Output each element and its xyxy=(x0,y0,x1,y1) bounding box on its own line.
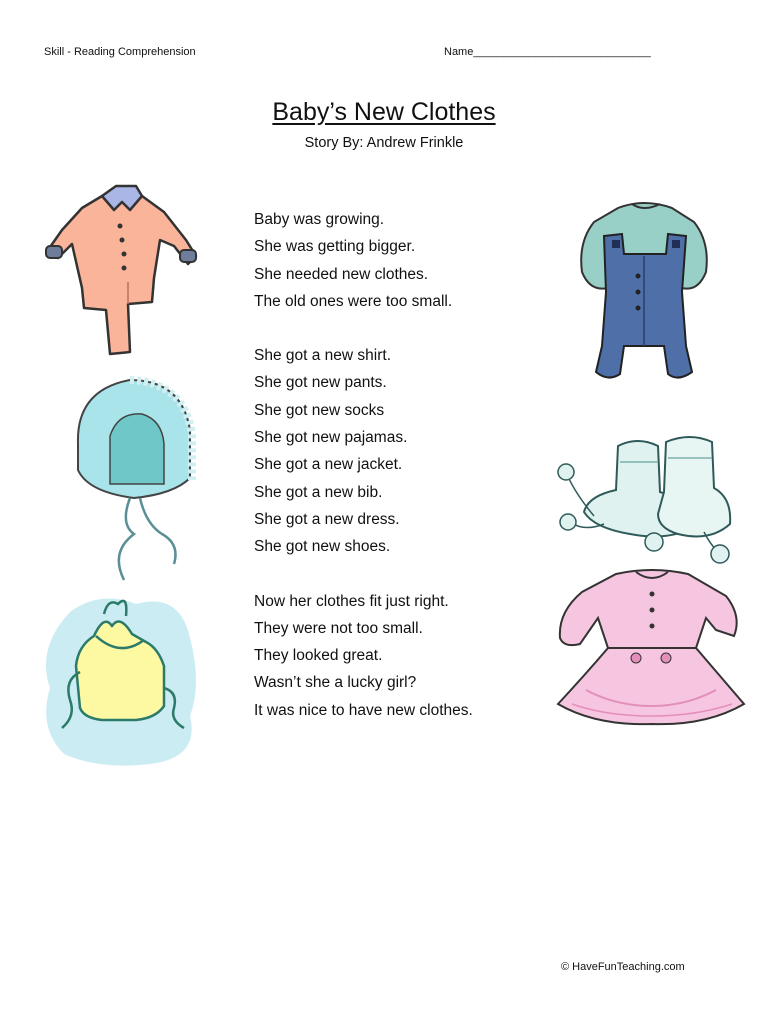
stanza xyxy=(254,588,473,724)
copyright-footer: © HaveFunTeaching.com xyxy=(561,961,685,973)
stanza xyxy=(254,342,473,560)
story-line: She needed new clothes. xyxy=(254,265,429,283)
pink-dress-icon xyxy=(556,566,746,728)
story-line: She got new shoes. xyxy=(254,538,391,556)
overalls-icon xyxy=(578,196,712,386)
story-line: Now her clothes fit just right. xyxy=(254,592,449,610)
story-line: She got a new jacket. xyxy=(254,456,403,474)
page-title: Baby’s New Clothes xyxy=(272,98,496,126)
story-line: They looked great. xyxy=(254,647,383,665)
story-line: She got new pajamas. xyxy=(254,429,408,447)
stanza xyxy=(254,206,473,315)
story-line: Baby was growing. xyxy=(254,211,385,228)
story-line: She got a new bib. xyxy=(254,483,383,501)
story-text xyxy=(254,206,473,751)
pink-pajamas-icon xyxy=(44,182,200,358)
story-line: She got new pants. xyxy=(254,374,387,392)
story-line: She was getting bigger. xyxy=(254,238,416,256)
story-line: She got a new dress. xyxy=(254,510,400,528)
story-line: She got new socks xyxy=(254,401,385,419)
name-field-label: Name_____________________________ xyxy=(444,46,651,58)
story-line: It was nice to have new clothes. xyxy=(254,701,473,719)
booties-icon xyxy=(554,432,744,568)
story-line: They were not too small. xyxy=(254,619,423,637)
blue-bonnet-icon xyxy=(70,374,198,584)
story-line: The old ones were too small. xyxy=(254,292,453,310)
byline: Story By: Andrew Frinkle xyxy=(304,135,464,151)
story-line: She got a new shirt. xyxy=(254,347,391,365)
skill-label: Skill - Reading Comprehension xyxy=(44,46,196,58)
story-line: Wasn’t she a lucky girl? xyxy=(254,674,417,692)
yellow-bib-icon xyxy=(40,588,200,768)
